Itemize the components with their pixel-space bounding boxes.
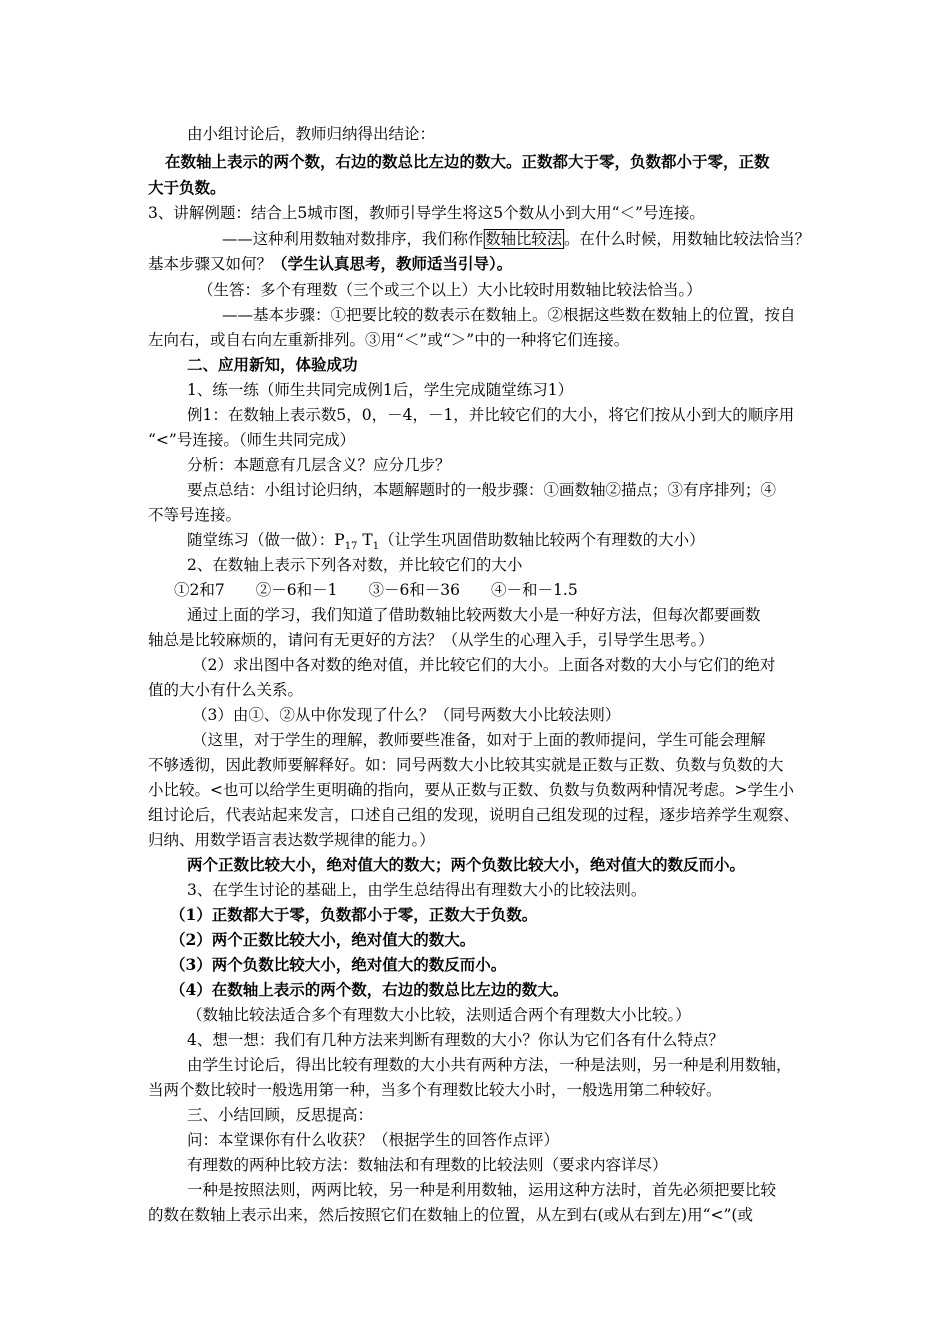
paragraph: 问：本堂课你有什么收获？（根据学生的回答作点评） [187,1131,560,1149]
paragraph: 分析：本题意有几层含义？应分几步？ [187,456,451,474]
rule-item: （4）在数轴上表示的两个数，右边的数总比左边的数大。 [170,980,569,999]
paragraph: （3）由①、②从中你发现了什么？（同号两数大小比较法则） [192,706,621,724]
paragraph: 左向右，或自右向左重新排列。③用“＜”或“＞”中的一种将它们连接。 [148,331,630,349]
bold-conclusion: 在数轴上表示的两个数，右边的数总比左边的数大。正数都大于零，负数都小于零，正数 [165,152,770,171]
paragraph [148,252,512,276]
paragraph: ——基本步骤：①把要比较的数表示在数轴上。②根据这些数在数轴上的位置，按自 [222,306,796,324]
paragraph: 组讨论后，代表站起来发言，口述自己组的发现，说明自己组发现的过程，逐步培养学生观察、 [148,806,800,824]
text: 。在什么时候，用数轴比较法恰当？ [564,230,811,248]
paragraph: （这里，对于学生的理解，教师要些准备，如对于上面的教师提问，学生可能会理解 [192,731,766,749]
paragraph: （生答：多个有理数（三个或三个以上）大小比较时用数轴比较法恰当。） [198,281,702,299]
paragraph: 由小组讨论后，教师归纳得出结论： [187,125,436,143]
paragraph: 有理数的两种比较方法：数轴法和有理数的比较法则（要求内容详尽） [187,1156,668,1174]
section-heading: 二、应用新知，体验成功 [187,355,358,374]
paragraph: 的数在数轴上表示出来，然后按照它们在数轴上的位置，从左到右(或从右到左)用“<”(或 [148,1206,753,1224]
rule-item: （2）两个正数比较大小，绝对值大的数大。 [170,930,476,949]
paragraph: 1、练一练（师生共同完成例1后，学生完成随堂练习1） [187,381,574,399]
paragraph: 例1：在数轴上表示数5，0，－4，－1，并比较它们的大小，将它们按从小到大的顺序用 [187,406,795,424]
paragraph: 由学生讨论后，得出比较有理数的大小共有两种方法，一种是法则，另一种是利用数轴， [187,1056,792,1074]
paragraph: 小比较。<也可以给学生更明确的指向，要从正数与正数、负数与负数两种情况考虑。>学生小 [148,781,794,799]
paragraph: 4、想一想：我们有几种方法来判断有理数的大小？你认为它们各有什么特点？ [187,1031,724,1049]
bold-note: （学生认真思考，教师适当引导）。 [272,254,513,273]
paragraph: “<”号连接。（师生共同完成） [148,431,356,449]
paragraph: 3、在学生讨论的基础上，由学生总结得出有理数大小的比较法则。 [187,881,647,899]
bold-conclusion: 大于负数。 [148,178,226,197]
paragraph: （数轴比较法适合多个有理数大小比较，法则适合两个有理数大小比较。） [187,1006,691,1024]
text: ——这种利用数轴对数排序，我们称作 [222,230,484,248]
boxed-term: 数轴比较法 [485,230,563,248]
paragraph: 要点总结：小组讨论归纳，本题解题时的一般步骤：①画数轴②描点；③有序排列；④ [187,481,777,499]
subscript: 17 [344,541,358,553]
paragraph: （2）求出图中各对数的绝对值，并比较它们的大小。上面各对数的大小与它们的绝对 [192,656,776,674]
bold-conclusion: 两个正数比较大小，绝对值大的数大；两个负数比较大小，绝对值大的数反而小。 [187,855,746,874]
text: T [357,531,373,549]
paragraph: 不等号连接。 [148,506,242,524]
paragraph: 一种是按照法则，两两比较，另一种是利用数轴，运用这种方法时，首先必须把要比较 [187,1181,777,1199]
paragraph: 不够透彻，因此教师要解释好。如：同号两数大小比较其实就是正数与正数、负数与负数的大 [148,756,784,774]
paragraph: 值的大小有什么关系。 [148,681,304,699]
paragraph: 通过上面的学习，我们知道了借助数轴比较两数大小是一种好方法，但每次都要画数 [187,606,761,624]
paragraph [222,227,810,251]
rule-item: （1）正数都大于零，负数都小于零，正数大于负数。 [170,905,538,924]
paragraph: 2、在数轴上表示下列各对数，并比较它们的大小 [187,556,523,574]
paragraph: 当两个数比较时一般选用第一种，当多个有理数比较大小时，一般选用第二种较好。 [148,1081,722,1099]
rule-item: （3）两个负数比较大小，绝对值大的数反而小。 [170,955,507,974]
paragraph: 归纳、用数学语言表达数学规律的能力。） [148,831,435,849]
text: 基本步骤又如何？ [148,255,273,273]
paragraph: 轴总是比较麻烦的，请问有无更好的方法？（从学生的心理入手，引导学生思考。） [148,631,714,649]
text: 随堂练习（做一做）：P [187,531,345,549]
paragraph: 3、讲解例题：结合上5城市图，教师引导学生将这5个数从小到大用“＜”号连接。 [148,204,705,222]
subscript: 1 [372,541,380,553]
paragraph: ①2和7 ②－6和－1 ③－6和－36 ④－和－1.5 [174,581,578,599]
text: （让学生巩固借助数轴比较两个有理数的大小） [379,531,705,549]
section-heading: 三、小结回顾，反思提高： [187,1106,374,1124]
